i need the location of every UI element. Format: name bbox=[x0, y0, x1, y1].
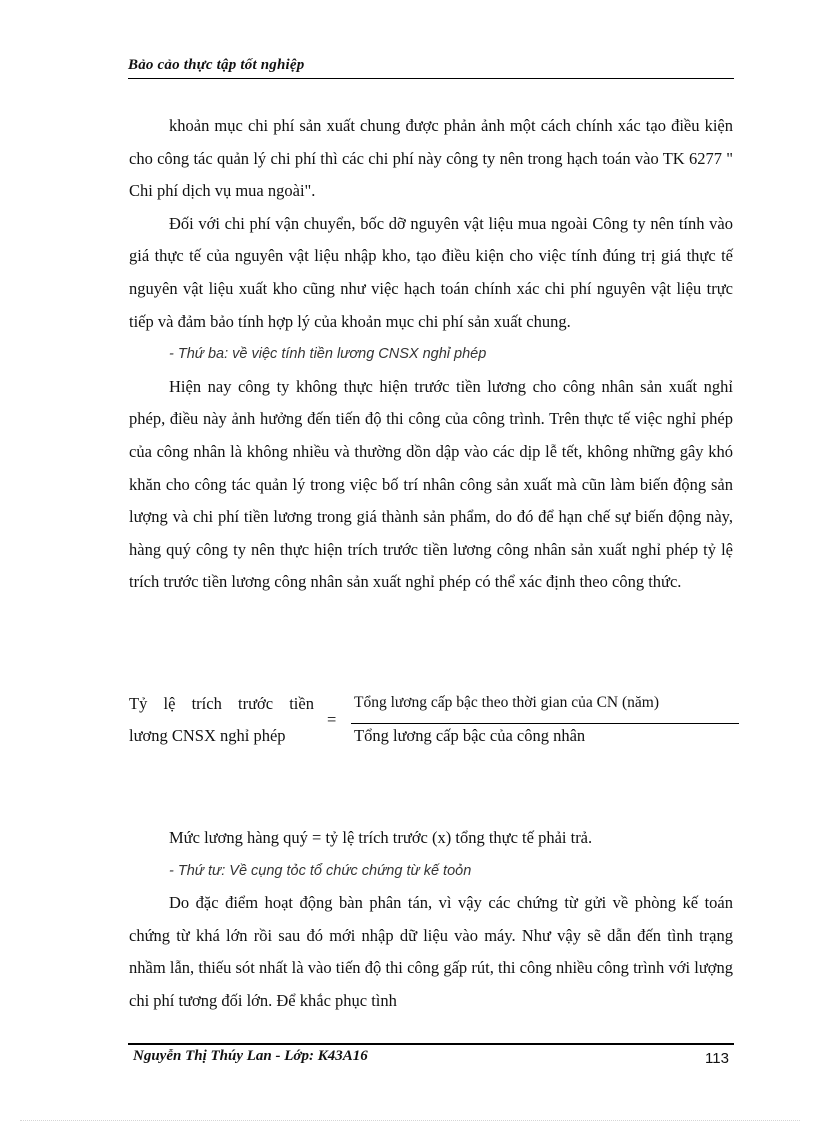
page-number: 113 bbox=[705, 1050, 729, 1067]
body-text-bottom bbox=[129, 822, 733, 1018]
paragraph: khoản mục chi phí sản xuất chung được phản ảnh một cách chính xác tạo điều kiện cho công tác quản lý chi phí thì các chi phí này công ty nên trong hạch toán vào TK 6277 " Chi phí dịch vụ mua ngoài". bbox=[129, 116, 733, 201]
paragraph: Đối với chi phí vận chuyển, bốc dỡ nguyên vật liệu mua ngoài Công ty nên tính vào giá thực tế của nguyên vật liệu nhập kho, tạo điều kiện cho việc tính đúng trị giá thực tế nguyên vật liệu xuất kho cũng như việc hạch toán chính xác chi phí nguyên vật liệu trực tiếp và đảm bảo tính hợp lý của khoản mục chi phí sản xuất chung. bbox=[129, 213, 733, 331]
fraction-line bbox=[351, 723, 739, 724]
formula-word: tiền bbox=[289, 694, 314, 713]
page-header-title: Bảo cảo thực tập tốt nghiệp bbox=[128, 57, 305, 73]
paragraph: Mức lương hàng quý = tỷ lệ trích trước (x) tổng thực tế phải trả. bbox=[169, 828, 593, 847]
section-heading: - Thứ ba: về việc tính tiền lương CNSX nghỉ phép bbox=[169, 346, 487, 363]
paragraph: Hiện nay công ty không thực hiện trước tiền lương cho công nhân sản xuất nghỉ phép, điều này ảnh hưởng đến tiến độ thi công của công trình. Trên thực tế việc nghỉ phép của công nhân là không nhiều và thường dồn dập vào các dịp lễ tết, không những gây khó khăn cho công tác quản lý trong việc bố trí nhân công sản xuất mà cũn làm biến động sản lượng và chi phí tiền lương trong giá thành sản phẩm, do đó để hạn chế sự biến động này, hàng quý công ty nên thực hiện trích trước tiền lương công nhân sản xuất nghỉ phép tỷ lệ trích trước tiền lương công nhân sản xuất nghỉ phép có thể xác định theo công thức. bbox=[129, 376, 733, 592]
formula-word: trước bbox=[237, 694, 274, 713]
formula-word: lệ bbox=[163, 694, 176, 713]
section-heading: - Thứ tư: Về cụng tỏc tổ chức chứng từ kế toỏn bbox=[169, 862, 472, 879]
formula-lhs-line1 bbox=[129, 694, 314, 714]
formula-denominator: Tổng lương cấp bậc của công nhân bbox=[354, 726, 586, 745]
formula-numerator: Tổng lương cấp bậc theo thời gian của CN (năm) bbox=[354, 694, 659, 711]
footer-author: Nguyễn Thị Thúy Lan - Lớp: K43A16 bbox=[133, 1048, 368, 1064]
formula-block bbox=[129, 692, 739, 752]
formula-word: trích bbox=[191, 694, 222, 713]
body-text-top bbox=[129, 110, 733, 599]
formula-equals-sign: = bbox=[327, 710, 337, 729]
formula-lhs-line2: lương CNSX nghỉ phép bbox=[129, 726, 286, 745]
formula-word: Tỷ bbox=[129, 694, 148, 713]
header-divider bbox=[128, 78, 734, 79]
page-bottom-border bbox=[20, 1120, 800, 1121]
paragraph: Do đặc điểm hoạt động bàn phân tán, vì vậy các chứng từ gửi về phòng kế toán chứng từ khá lớn rồi sau đó mới nhập dữ liệu vào máy. Như vậy sẽ dẫn đến tình trạng nhầm lẫn, thiếu sót nhất là vào tiến độ thi công gấp rút, thi công nhiều công trình với lượng chi phí tương đối lớn. Để khắc phục tình bbox=[129, 893, 733, 1010]
footer-divider bbox=[128, 1043, 734, 1045]
